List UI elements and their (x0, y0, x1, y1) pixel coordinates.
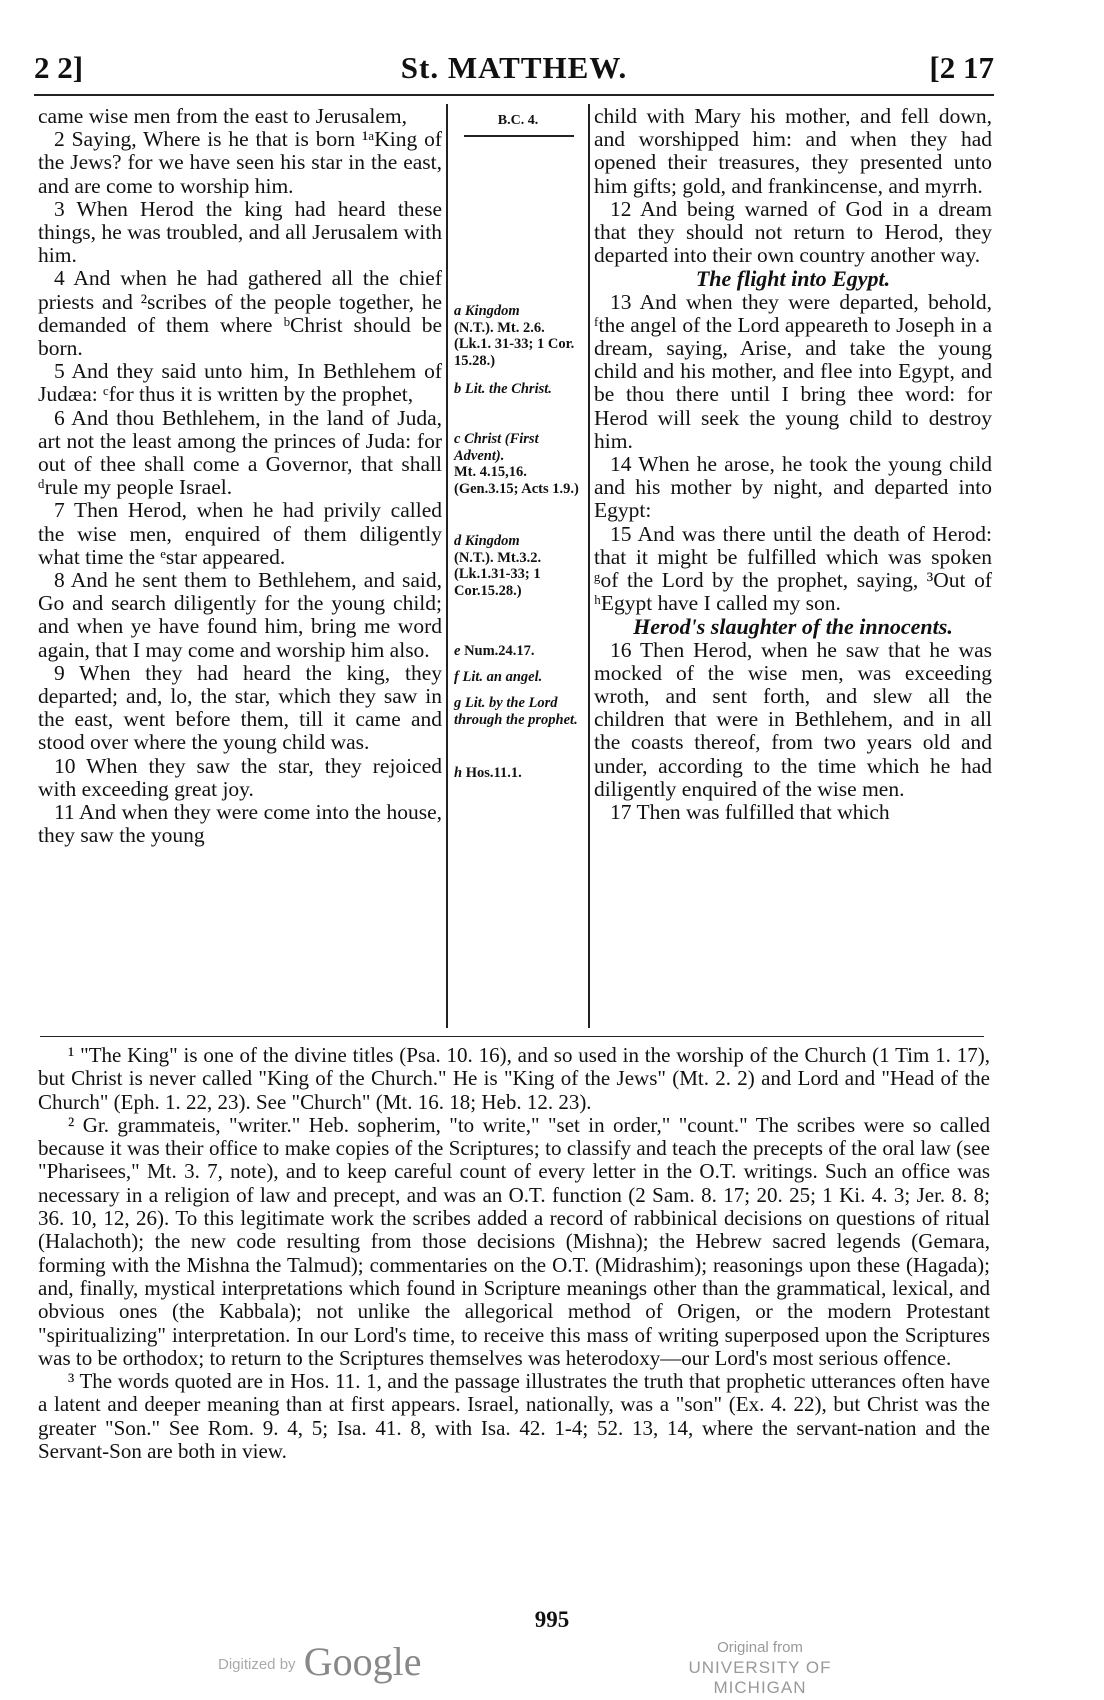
verse-text: 15 And was there until the death of Herod: that it might be fulfilled which was spoken ᵍof the Lord by the prophet, saying, ³Out of ʰEgypt have I called my son. (594, 521, 992, 616)
verse-text: 11 And when they were come into the house, they saw the young (38, 800, 442, 848)
right-column (594, 105, 992, 824)
margin-note (454, 643, 584, 660)
note-letter: f (454, 669, 459, 685)
note-letter: b (454, 381, 462, 397)
margin-note (454, 669, 584, 686)
note-text: Num.24.17. (464, 643, 535, 659)
header-right-ref: [2 17 (929, 50, 994, 85)
date-label: B.C. 4. (497, 113, 539, 128)
footnote: ² Gr. grammateis, "writer." Heb. sopherim, "to write," "set in order," "count." The scribes were so called because it was their office to make copies of the Scriptures; to classify and teach the precepts of the oral law (see "Pharisees," Mt. 3. 7, note), and to keep careful count of every letter in the O.T. writings. Such an office was necessary in a religion of law and precept, and was an O.T. function (2 Sam. 8. 17; 20. 25; 1 Ki. 4. 3; Jer. 8. 8; 36. 10, 12, 26). To this legitimate work the scribes added a record of rabbinical decisions on questions of ritual (Halachoth); the new code resulting from those decisions (Mishna); the Hebrew sacred legends (Gemara, forming with the Mishna the Talmud); commentaries on the O.T. (Midrashim); reasonings upon these (Hagada); and, finally, mystical interpretations which found in Scripture meanings other than the grammatical, lexical, and obvious ones (the Kabbala); not unlike the allegorical method of Origen, or the modern Protestant "spiritualizing" interpretation. In our Lord's time, to receive this mass of writing superposed upon the Scriptures was to be orthodox; to return to the Scriptures themselves was heterodoxy—our Lord's most serious offence. (38, 1112, 990, 1370)
note-letter: a (454, 303, 462, 319)
footnotes (38, 1044, 990, 1463)
date-rule (464, 135, 574, 137)
footnote-rule (40, 1036, 984, 1037)
verse-text: 5 And they said unto him, In Bethlehem of Judæa: ᶜfor thus it is written by the prophet, (38, 359, 442, 407)
left-column (38, 105, 442, 848)
note-title: Lit. an angel. (462, 669, 543, 685)
university-label: UNIVERSITY OF MICHIGAN (688, 1658, 832, 1697)
margin-note (454, 533, 584, 599)
verse-text: 2 Saying, Where is he that is born ¹ᵃKing of the Jews? for we have seen his star in the east, and are come to worship him. (38, 127, 442, 198)
column-divider-right (588, 104, 590, 1028)
section-heading: Herod's slaughter of the innocents. (633, 614, 953, 640)
verse-text: 10 When they saw the star, they rejoiced with exceeding great joy. (38, 753, 442, 801)
note-text: (N.T.). Mt. 2.6. (Lk.1. 31-33; 1 Cor. 15.28.) (454, 319, 575, 369)
note-letter: e (454, 643, 461, 659)
verse-text: 3 When Herod the king had heard these things, he was troubled, and all Jerusalem with him. (38, 196, 442, 268)
verse-text: 16 Then Herod, when he saw that he was mocked of the wise men, was exceeding wroth, and sent forth, and slew all the children that were in Bethlehem, and in all the coasts thereof, from two years old and under, according to the time which he had diligently enquired of the wise men. (594, 637, 992, 801)
margin-note (454, 381, 584, 398)
note-letter: h (454, 765, 463, 781)
running-header (34, 50, 994, 92)
original-from-label: Original from (717, 1639, 803, 1656)
verse-text: child with Mary his mother, and fell down, and worshipped him: and when they had opened their treasures, they presented unto him gifts; gold, and frankincense, and myrrh. (594, 104, 992, 198)
header-book-title: St. MATTHEW. (400, 50, 628, 85)
note-letter: d (454, 533, 462, 549)
note-text: (N.T.). Mt.3.2. (Lk.1.31-33; 1 Cor.15.28.) (454, 549, 542, 599)
verse-text: 7 Then Herod, when he had privily called the wise men, enquired of them diligently what time the ᵉstar appeared. (38, 498, 442, 569)
verse-text: 14 When he arose, he took the young child and his mother by night, and departed into Egypt: (594, 452, 992, 523)
footnote: ³ The words quoted are in Hos. 11. 1, and the passage illustrates the truth that prophetic utterances often have a latent and deeper meaning than at first appears. Israel, nationally, was a "son" (Ex. 4. 22), but Christ was the greater "Son." See Rom. 9. 4, 5; Isa. 41. 8, with Isa. 42. 1-4; 52. 13, 14, where the servant-nation and the Servant-Son are both in view. (38, 1369, 990, 1464)
note-title: Christ (First Advent). (454, 431, 539, 464)
verse-text: 12 And being warned of God in a dream that they should not return to Herod, they departed into their own country another way. (594, 196, 992, 268)
source-watermark (640, 1638, 880, 1698)
header-left-ref: 2 2] (34, 50, 84, 85)
margin-note (454, 303, 584, 369)
note-letter: g (454, 695, 462, 711)
margin-note (454, 765, 584, 782)
margin-note (454, 695, 584, 728)
google-logo: Google (303, 1639, 422, 1684)
verse-text: 4 And when he had gathered all the chief priests and ²scribes of the people together, he demanded of them where ᵇChrist should be born. (38, 266, 442, 361)
note-text: Hos.11.1. (465, 765, 522, 781)
note-title: Kingdom (464, 303, 520, 319)
center-reference-column (450, 113, 586, 781)
verse-text: 8 And he sent them to Bethlehem, and said, Go and search diligently for the young child; and when ye have found him, bring me word again, that I may come and worship him also. (38, 568, 442, 662)
header-rule (34, 94, 994, 96)
note-letter: c (454, 431, 461, 447)
page-number: 995 (534, 1607, 570, 1632)
verse-text: 6 And thou Bethlehem, in the land of Juda, art not the least among the princes of Juda: for out of thee shall come a Governor, that shall ᵈrule my people Israel. (38, 405, 442, 500)
verse-text: 9 When they had heard the king, they departed; and, lo, the star, which they saw in the east, went before them, till it came and stood over where the young child was. (38, 660, 442, 755)
section-heading: The flight into Egypt. (695, 266, 891, 292)
verse-text: 13 And when they were departed, behold, ᶠthe angel of the Lord appeareth to Joseph in a dream, saying, Arise, and take the young child and his mother, and flee into Egypt, and be thou there until I bring thee word: for Herod will seek the young child to destroy him. (594, 289, 992, 453)
note-title: Lit. the Christ. (464, 381, 552, 397)
footnote: ¹ "The King" is one of the divine titles (Psa. 10. 16), and so used in the worship of the Church (1 Tim 1. 17), but Christ is never called "King of the Church." He is "King of the Jews" (Mt. 2. 2) and Lord and "Head of the Church" (Eph. 1. 22, 23). See "Church" (Mt. 16. 18; Heb. 12. 23). (38, 1043, 990, 1114)
digitized-watermark (218, 1638, 421, 1685)
verse-text: came wise men from the east to Jerusalem, (38, 104, 407, 128)
column-divider-left (446, 104, 448, 1028)
digitized-label: Digitized by (218, 1656, 296, 1673)
note-text: Mt. 4.15,16. (Gen.3.15; Acts 1.9.) (454, 464, 579, 497)
verse-text: 17 Then was fulfilled that which (610, 800, 890, 825)
margin-note (454, 431, 584, 497)
note-title: Kingdom (464, 533, 520, 549)
note-title: Lit. by the Lord through the prophet. (454, 695, 578, 728)
